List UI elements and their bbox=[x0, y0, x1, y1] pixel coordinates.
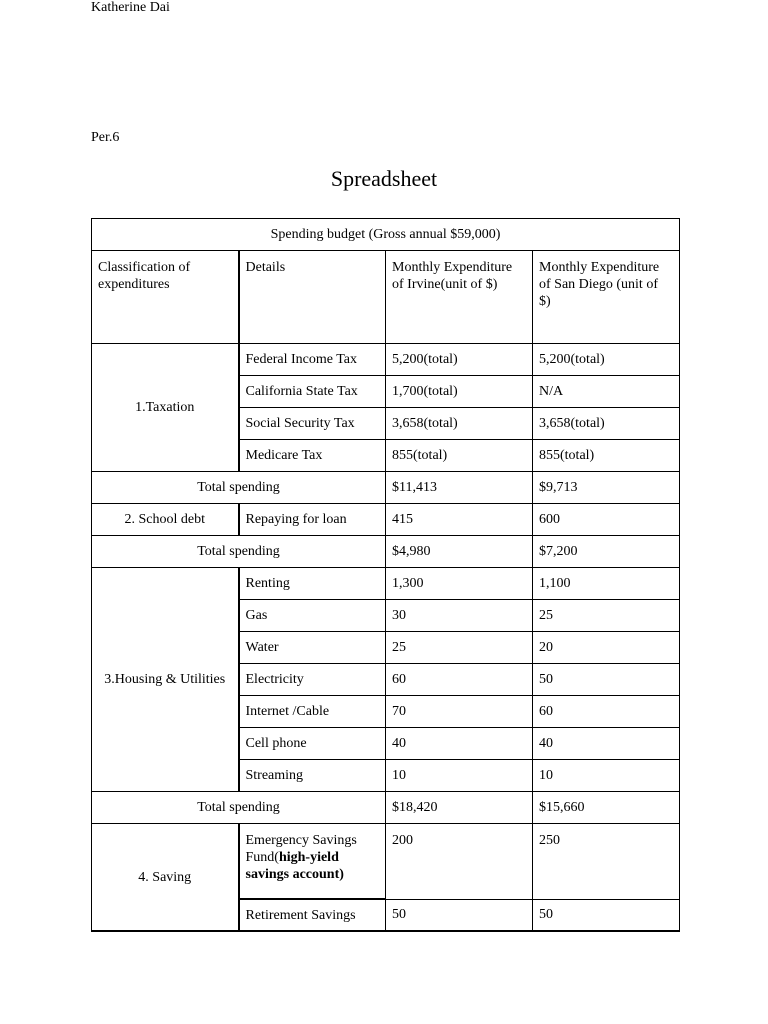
irvine-total: $4,980 bbox=[386, 536, 533, 568]
detail-cell: Gas bbox=[239, 600, 386, 632]
emergency-detail-text: Emergency Savings Fund( bbox=[245, 833, 357, 865]
detail-cell: Medicare Tax bbox=[239, 440, 386, 472]
detail-cell: Cell phone bbox=[239, 728, 386, 760]
san-diego-total: $9,713 bbox=[533, 472, 680, 504]
total-row bbox=[92, 472, 680, 504]
irvine-cell: 60 bbox=[386, 664, 533, 696]
table-caption: Spending budget (Gross annual $59,000) bbox=[92, 219, 680, 251]
san-diego-cell: 50 bbox=[533, 899, 680, 931]
table-row bbox=[92, 344, 680, 376]
san-diego-cell: 20 bbox=[533, 632, 680, 664]
table-caption-row bbox=[92, 219, 680, 251]
detail-cell: Social Security Tax bbox=[239, 408, 386, 440]
irvine-cell: 855(total) bbox=[386, 440, 533, 472]
irvine-cell: 40 bbox=[386, 728, 533, 760]
irvine-cell: 50 bbox=[386, 899, 533, 931]
detail-cell: Streaming bbox=[239, 760, 386, 792]
detail-cell: Renting bbox=[239, 568, 386, 600]
total-label: Total spending bbox=[92, 792, 386, 824]
category-taxation: 1.Taxation bbox=[92, 344, 239, 472]
irvine-total: $18,420 bbox=[386, 792, 533, 824]
san-diego-cell: 1,100 bbox=[533, 568, 680, 600]
detail-cell: Federal Income Tax bbox=[239, 344, 386, 376]
category-housing-utilities: 3.Housing & Utilities bbox=[92, 568, 239, 792]
detail-cell: Electricity bbox=[239, 664, 386, 696]
irvine-cell: 70 bbox=[386, 696, 533, 728]
irvine-cell: 415 bbox=[386, 504, 533, 536]
san-diego-total: $15,660 bbox=[533, 792, 680, 824]
table-row bbox=[92, 504, 680, 536]
page-title: Spreadsheet bbox=[330, 166, 438, 191]
budget-table bbox=[91, 218, 680, 932]
irvine-cell: 10 bbox=[386, 760, 533, 792]
total-row bbox=[92, 536, 680, 568]
table-row bbox=[92, 824, 680, 900]
san-diego-cell: 600 bbox=[533, 504, 680, 536]
column-header-irvine: Monthly Expenditure of Irvine(unit of $) bbox=[386, 251, 533, 344]
author-name: Katherine Dai bbox=[91, 0, 170, 15]
irvine-cell: 5,200(total) bbox=[386, 344, 533, 376]
san-diego-cell: 855(total) bbox=[533, 440, 680, 472]
detail-cell bbox=[239, 824, 386, 900]
san-diego-cell: 50 bbox=[533, 664, 680, 696]
category-school-debt: 2. School debt bbox=[92, 504, 239, 536]
column-header-details: Details bbox=[239, 251, 386, 344]
san-diego-cell: 3,658(total) bbox=[533, 408, 680, 440]
total-label: Total spending bbox=[92, 472, 386, 504]
category-saving: 4. Saving bbox=[92, 824, 239, 932]
irvine-cell: 200 bbox=[386, 824, 533, 900]
detail-cell: Internet /Cable bbox=[239, 696, 386, 728]
class-period: Per.6 bbox=[91, 130, 120, 145]
detail-cell: Repaying for loan bbox=[239, 504, 386, 536]
detail-cell: Water bbox=[239, 632, 386, 664]
table-row bbox=[92, 568, 680, 600]
irvine-cell: 3,658(total) bbox=[386, 408, 533, 440]
column-header-classification: Classification of expenditures bbox=[92, 251, 239, 344]
detail-cell: California State Tax bbox=[239, 376, 386, 408]
irvine-cell: 25 bbox=[386, 632, 533, 664]
emergency-detail-bold: high-yield savings account) bbox=[245, 850, 344, 882]
total-row bbox=[92, 792, 680, 824]
san-diego-cell: 40 bbox=[533, 728, 680, 760]
table-header-row bbox=[92, 251, 680, 344]
total-label: Total spending bbox=[92, 536, 386, 568]
irvine-cell: 1,300 bbox=[386, 568, 533, 600]
san-diego-cell: N/A bbox=[533, 376, 680, 408]
san-diego-cell: 25 bbox=[533, 600, 680, 632]
irvine-cell: 30 bbox=[386, 600, 533, 632]
san-diego-total: $7,200 bbox=[533, 536, 680, 568]
column-header-san-diego: Monthly Expenditure of San Diego (unit of $) bbox=[533, 251, 680, 344]
san-diego-cell: 60 bbox=[533, 696, 680, 728]
detail-cell: Retirement Savings bbox=[239, 899, 386, 931]
san-diego-cell: 10 bbox=[533, 760, 680, 792]
san-diego-cell: 250 bbox=[533, 824, 680, 900]
san-diego-cell: 5,200(total) bbox=[533, 344, 680, 376]
irvine-total: $11,413 bbox=[386, 472, 533, 504]
irvine-cell: 1,700(total) bbox=[386, 376, 533, 408]
